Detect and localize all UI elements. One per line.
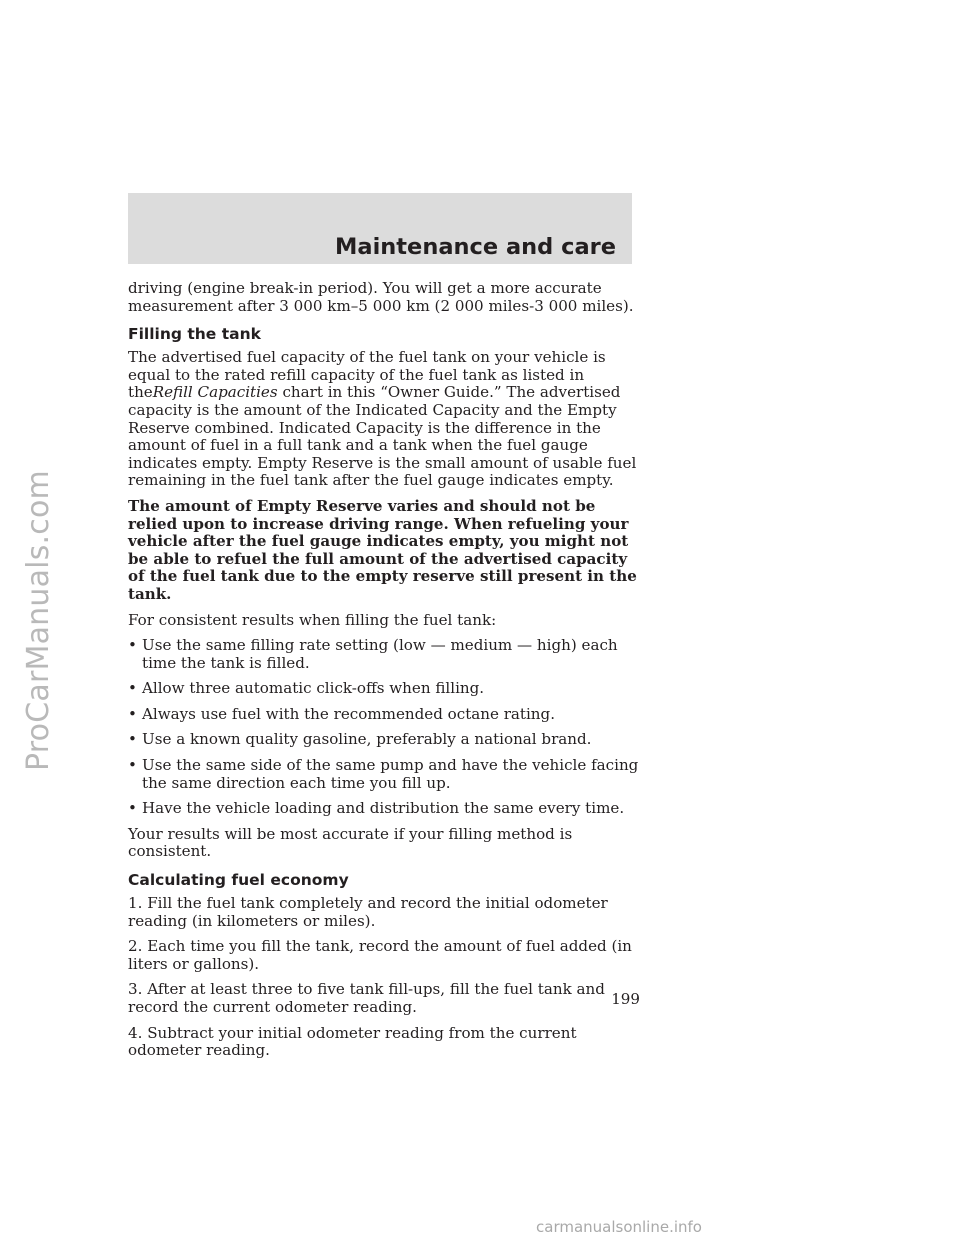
list-item	[128, 731, 640, 749]
list-intro: For consistent results when filling the fuel tank:	[128, 610, 497, 629]
list-item-text: Use a known quality gasoline, preferably a national brand.	[142, 730, 592, 749]
fuel-capacity-paragraph	[128, 349, 640, 490]
heading-filling-the-tank: Filling the tank	[128, 325, 261, 344]
intro-paragraph: driving (engine break-in period). You will get a more accurate measurement after 3 000 km–5 000 km (2 000 miles-3 000 miles).	[128, 279, 634, 315]
filling-tips-list	[128, 637, 640, 818]
list-item-text: Use the same side of the same pump and have the vehicle facing the same direction each time you fill up.	[142, 756, 639, 792]
refill-capacities-reference: Refill Capacities	[152, 383, 278, 402]
section-title: Maintenance and care	[335, 234, 616, 260]
bullet-icon: •	[128, 730, 137, 749]
list-item-text: Use the same filling rate setting (low — medium — high) each time the tank is filled.	[142, 636, 618, 672]
list-item	[128, 757, 640, 792]
side-watermark	[8, 160, 68, 1080]
list-item	[128, 637, 640, 672]
section-header-band	[128, 193, 632, 264]
empty-reserve-warning: The amount of Empty Reserve varies and should not be relied upon to increase driving range. When refueling your vehicle after the fuel gauge indicates empty, you might not be able to refuel the full amount of the advertised capacity of the fuel tank due to the empty reserve still present in the tank.	[128, 496, 637, 603]
step-3: 3. After at least three to five tank fill-ups, fill the fuel tank and record the current odometer reading.	[128, 980, 605, 1016]
fuel-capacity-text-start: The advertised fuel capacity of the fuel tank on your vehicle is equal to the rated refill capacity of the fuel tank as listed in the	[128, 348, 606, 402]
consistency-note: Your results will be most accurate if your filling method is consistent.	[128, 824, 573, 861]
page-number: 199	[611, 990, 640, 1008]
bullet-icon: •	[128, 756, 137, 775]
fuel-capacity-text-end: chart in this “Owner Guide.” The advertised capacity is the amount of the Indicated Capacity and the Empty Reserve combined. Indicated Capacity is the difference in the amount of fuel in a full tank and a tank when the fuel gauge indicates empty. Empty Reserve is the small amount of usable fuel remaining in the fuel tank after the fuel gauge indicates empty.	[128, 383, 637, 490]
heading-calculating-fuel-economy: Calculating fuel economy	[128, 871, 349, 890]
list-item	[128, 680, 640, 698]
side-watermark-text: ProCarManuals.com	[20, 469, 56, 771]
list-item-text: Have the vehicle loading and distribution the same every time.	[142, 799, 625, 818]
bullet-icon: •	[128, 679, 137, 698]
step-1: 1. Fill the fuel tank completely and record the initial odometer reading (in kilometers or miles).	[128, 894, 608, 930]
bullet-icon: •	[128, 799, 137, 818]
page-content	[128, 280, 640, 1068]
footer-watermark: carmanualsonline.info	[536, 1218, 702, 1236]
list-item-text: Allow three automatic click-offs when filling.	[142, 679, 485, 698]
list-item	[128, 800, 640, 818]
list-item-text: Always use fuel with the recommended octane rating.	[142, 704, 555, 723]
bullet-icon: •	[128, 704, 137, 723]
step-2: 2. Each time you fill the tank, record the amount of fuel added (in liters or gallons).	[128, 937, 632, 973]
step-4: 4. Subtract your initial odometer reading from the current odometer reading.	[128, 1023, 577, 1060]
list-item	[128, 706, 640, 724]
bullet-icon: •	[128, 636, 137, 655]
